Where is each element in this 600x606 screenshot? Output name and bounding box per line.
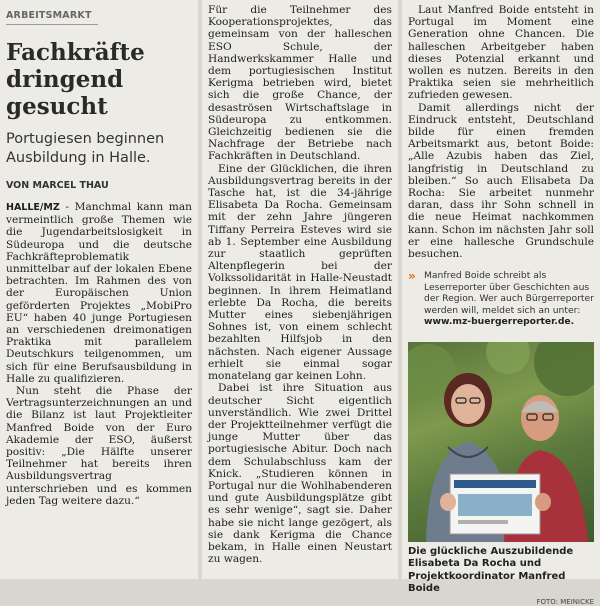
photo-illustration — [408, 342, 594, 542]
section-rubric: ARBEITSMARKT — [6, 10, 98, 25]
column-2 — [202, 0, 398, 579]
photo-credit: FOTO: MEINICKE — [536, 597, 594, 606]
photo-caption: Die glückliche Auszubildende Elisabeta Da Rocha und Projektkoordinator Manfred Boide — [408, 545, 574, 595]
column-3 — [402, 0, 600, 606]
paragraph: Eine der Glücklichen, die ihren Ausbildungsvertrag bereits in der Tasche hat, ist die 34-jährige Elisabeta Da Rocha. Gemeinsam mit der zehn Jahre jüngeren Tiffany Perreira Esteves wird sie ab 1. September eine Ausbildung zur staatlich geprüften Altenpflegerin bei der Volkssolidarität in Halle-Neustadt beginnen. In ihrem Heimatland erlebte Da Rocha, die bereits Mutter eines siebenjährigen Sohnes ist, von einem schlecht bezahlten Hilfsjob in den nächsten. Nach eigener Aussage erhielt sie einmal sogar monatelang gar keinen Lohn. — [208, 162, 392, 383]
paragraph: HALLE/MZ - Manchmal kann man vermeintlich große Themen wie die Jugendarbeitslosigkeit in Südeuropa und die deutsche Fachkräfteproblematik unmittelbar auf der lokalen Ebene betrachten. Im Rahmen des von der Europäischen Union geförderten Projektes „MobiPro EU“ haben 40 junge Portugiesen an verschiedenen dreimonatigen Praktika mit parallelem Deutschkurs teilgenommen, um sich für eine Berufsausbildung in Halle zu qualifizieren. — [6, 201, 192, 385]
photo — [408, 342, 594, 542]
promo-text: Manfred Boide schreibt als Leserreporter über Geschichten aus der Region. Wer auch Bürgerreporter werden will, meldet sich an unter: — [424, 270, 594, 316]
byline: VON MARCEL THAU — [6, 180, 109, 191]
dateline: HALLE/MZ — [6, 202, 60, 213]
headline: Fachkräfte dringend gesucht — [6, 39, 145, 120]
double-chevron-icon: » — [408, 269, 416, 284]
subheadline: Portugiesen beginnen Ausbildung in Halle. — [6, 131, 165, 166]
body-column-2 — [208, 4, 392, 565]
body-column-3 — [408, 4, 594, 260]
body-column-1 — [6, 201, 192, 507]
promo-url: www.mz-buergerreporter.de. — [424, 316, 575, 328]
paragraph: Für die Teilnehmer des Kooperationsprojektes, das gemeinsam von der halleschen ESO Schule, der Handwerkskammer Halle und dem portugiesischen Institut Kerigma betrieben wird, bietet sich die große Chance, der desaströsen Wirtschaftslage in Südeuropa zu entkommen. Gleichzeitig bedienen sie die Nachfrage der Betriebe nach Fachkräften in Deutschland. — [208, 4, 392, 163]
reporter-promo — [408, 270, 594, 328]
paragraph: Nun steht die Phase der Vertragsunterzeichnungen an und die Bilanz ist laut Projektleiter Manfred Boide von der Euro Akademie der ESO, äußerst positiv: „Die Hälfte unserer Teilnehmer hat bereits ihren Ausbildungsvertrag unterschrieben und es kommen jeden Tag weitere dazu.“ — [6, 385, 192, 507]
paragraph: Laut Manfred Boide entsteht in Portugal im Moment eine Generation ohne Chancen. Die halleschen Arbeitgeber haben dieses Potenzial erkannt und wollen es nutzen. Bereits in den Praktika seien sie mehrheitlich zufrieden gewesen. — [408, 4, 594, 102]
paragraph: Dabei ist ihre Situation aus deutscher Sicht eigentlich unverständlich. Wie zwei Drittel der Projektteilnehmer verfügt die junge Mutter über das portugiesische Abitur. Doch nach dem Schulabschluss kam der Knick. „Studieren können in Portugal nur die Wohlhabenderen und gute Ausbildungsplätze gibt es sehr wenige“, sagt sie. Daher habe sie nicht lange gezögert, als sie dank Kerigma die Chance bekam, in Halle einen Neustart zu wagen. — [208, 382, 392, 566]
column-1 — [0, 0, 198, 579]
paragraph: Damit allerdings nicht der Eindruck entsteht, Deutschland bilde für einen fremden Arbeitsmarkt aus, betont Boide: „Alle Azubis haben das Ziel, langfristig in Deutschland zu bleiben.“ So auch Elisabeta Da Rocha: Sie arbeitet nunmehr daran, dass ihr Sohn schnell in die neue Heimat nachkommen kann. Schon im nächsten Jahr soll er eine hallesche Grundschule besuchen. — [408, 101, 594, 261]
